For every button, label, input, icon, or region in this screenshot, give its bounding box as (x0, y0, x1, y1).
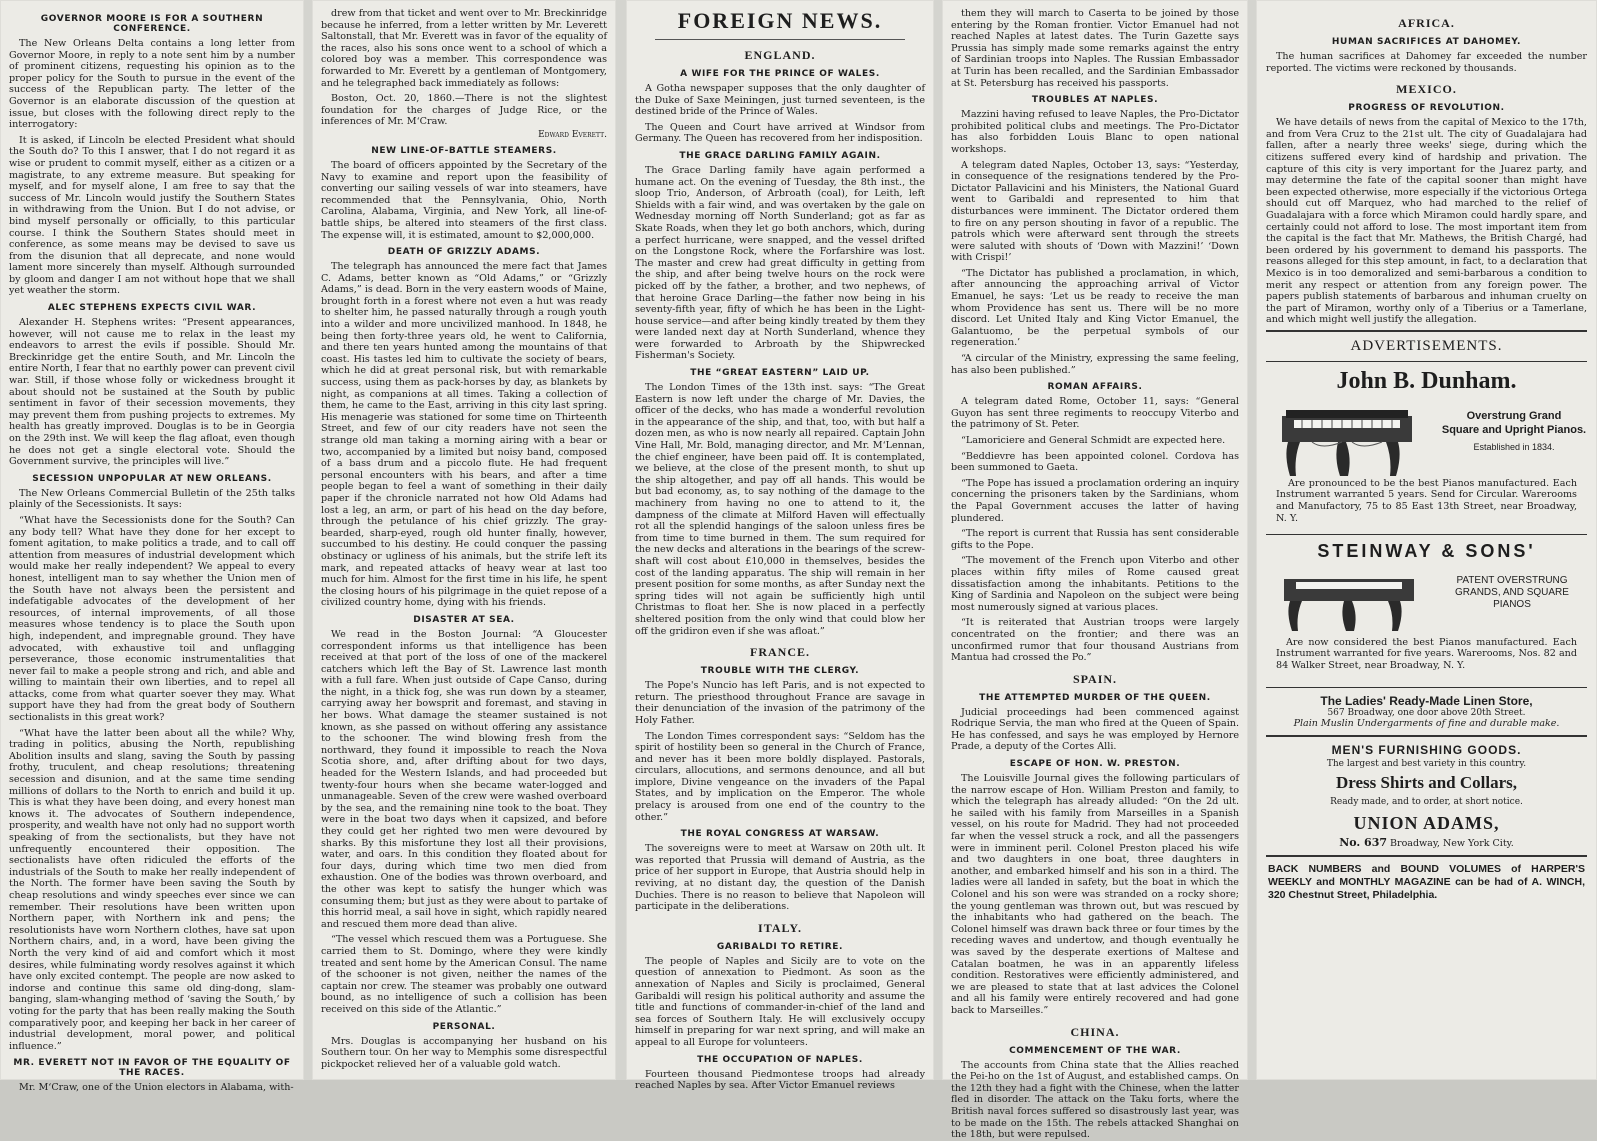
ad-linen-address: 567 Broadway, one door above 20th Street. (1327, 707, 1526, 718)
ad-steinway (1266, 534, 1587, 687)
paragraph: The London Times of the 13th inst. says: “The Great Eastern is now left under the charge of Mr. Davies, the officer of the decks, who has made a wonderful revolution in the appearance of the ship, and that, too, with but half a dozen men, as who is now nearly all repaired. Captain John Vine Hall, Mr. Bold, managing director, and Mr. M‘Lennan, the chief engineer, have been paid off. It is contemplated, we believe, at the close of the present month, to shut up the ship altogether, and pay off all hands. This would be but bad economy, as, to say nothing of the damage to the machinery from having no one to attend to it, the dampness of the climate at Milford Haven will effectually rot all the splendid hangings of the saloon unless fires be from time to time burned in them. The sum required for the new decks and alterations in the bearings of the screw-shaft will cost about £10,000 in themselves, besides the cost of the landing apparatus. The ship will remain in her present position for some months, as after Sunday next the spring tides will not again be sufficiently high until Christmas to float her. She is now placed in a perfectly sheltered position from the only wind that could blow her off the gridiron even if she was afloat.” (635, 382, 925, 637)
paragraph: The Grace Darling family have again performed a humane act. On the evening of Tuesday, the 8th inst., the sloop Trio, Anderson, of Arbroath (coal), for Leith, left Shields with a fair wind, and was overtaken by the gale on Wednesday morning off North Sunderland; got as far as Skate Roads, when they let go both anchors, which, during a perfect hurricane, were snapped, and the vessel drifted on the Longstone Rock, where the Forfarshire was lost. The master and crew had great difficulty in getting from the ship, and after being twelve hours on the rock were picked off by the father, a brother, and two nephews, of that heroine Grace Darling—the father now being in his seventy-fifth year, fifty of which he has been in the Light-house service—and after being kindly treated by them they were landed next day at North Sunderland, whence they were forwarded to Arbroath by the Shipwrecked Fisherman's Society. (635, 164, 925, 362)
headline-trouble-clergy: TROUBLE WITH THE CLERGY. (700, 666, 860, 677)
paragraph: The Queen and Court have arrived at Windsor from Germany. The Queen has recovered from her indisposition. (635, 121, 925, 145)
paragraph: We read in the Boston Journal: “A Gloucester correspondent informs us that intelligence has been received at that port of the loss of one of the mackerel catchers which left the Bay of St. Lawrence last month with a full fare. When just outside of Cape Canso, during the night, in a thick fog, she was run down by a steamer, carrying away her bowsprit and foremast, and staving in her bows. What damage the steamer sustained is not known, as she passed on without offering any assistance to the schooner. The wind blowing fresh from the northward, they found it impossible to reach the Nova Scotia shore, and, after drifting about for two days, headed for the Western Islands, and had proceeded but twenty-four hours when she became water-logged and unmanageable. Seven of the crew were washed overboard by the sea, and the remaining nine took to the boat. They were in the boat two days when it capsized, and before they could get her righted two men were devoured by sharks. By this misfortune they lost all their provisions, water, and oars. In this condition they floated about for four days, during which time two men died from exhaustion. One of the bodies was thrown overboard, and the other was kept to satisfy the hunger which was consuming them; but just as they were about to partake of this horrid meal, a sail hove in sight, which rapidly neared and rescued them more dead than alive. (321, 628, 607, 930)
headline-wife-prince-wales: A WIFE FOR THE PRINCE OF WALES. (680, 69, 880, 79)
paragraph: The accounts from China state that the Allies reached the Pei-ho on the 1st of August, and established camps. On the 12th they had a fight with the Chinese, when the latter fled in disorder. The attack on the Taku forts, where the British naval forces suffered so disastrously last year, was to be made on the 15th. The rebels attacked Shanghai on the 18th, but were repulsed. (951, 1059, 1239, 1141)
paragraph: “The Pope has issued a proclamation ordering an inquiry concerning the prisoners taken by the Sardinians, whom the Papal Government accuses the latter of having plundered. (951, 477, 1239, 524)
country-heading-mexico: MEXICO. (1396, 82, 1457, 97)
advertisements-header: ADVERTISEMENTS. (1350, 337, 1503, 354)
ad-dunham-name: John B. Dunham. (1336, 367, 1517, 394)
column-5 (1256, 0, 1597, 1080)
ad-dunham (1266, 361, 1587, 534)
paragraph: Fourteen thousand Piedmontese troops had already reached Naples by sea. After Victor Emanuel reviews (635, 1068, 925, 1092)
paragraph: The sovereigns were to meet at Warsaw on 20th ult. It was reported that Prussia will demand of Austria, as the price of her support in Europe, that Austria should help in reviving, at no distant day, the question of the Danish Duchies. There is no reason to believe that Napoleon will participate in the deliberations. (635, 843, 925, 913)
paragraph: The New Orleans Delta contains a long letter from Governor Moore, in reply to a note sent him by a number of prominent citizens, requesting his opinion as to the proper policy for the South to pursue in the event of the success of the Republican party. The letter of the Governor is an elaborate discussion of the question at issue, but closes with the following direct reply to the interrogatory: (9, 38, 295, 131)
paragraph: We have details of news from the capital of Mexico to the 17th, and from Vera Cruz to the 21st ult. The city of Guadalajara had fallen, after a nearly three weeks' siege, during which the citizens suffered every kind of hardship and privation. The capture of this city is very important for the Juarez party, and may determine the fate of the capital sooner than might have been expected otherwise, more especially if the victorious Ortega should cut off Marquez, who had marched to the relief of Guadalajara with a force which Miramon could hardly spare, and certainly could not afford to lose. The most important item from the capital is the fact that Mr. Mathews, the British Chargé, had been ordered by his government to demand his passports. The reasons alleged for this step amount, in fact, to a declaration that Mexico is in too demoralized and semi-barbarous a condition to merit any respect or attention from any foreign power. The papers publish statements of barbarous and inhuman cruelty on the part of Miramon, worthy only of a Tiberius or a Tamerlane, and which might well justify the allegation. (1266, 117, 1587, 326)
ad-union-big: Dress Shirts and Collars, (1335, 772, 1518, 792)
headline-garibaldi: GARIBALDI TO RETIRE. (716, 941, 844, 952)
ad-steinway-name: STEINWAY & SONS' (1317, 540, 1536, 561)
headline-personal: PERSONAL. (432, 1021, 496, 1032)
headline-disaster-at-sea: DISASTER AT SEA. (413, 614, 515, 625)
paragraph: them they will march to Caserta to be joined by those entering by the Roman frontier. Victor Emanuel had not reached Naples at latest dates. The Turin Gazette says Prussia has simply made some remarks against the entry of Sardinian troops into Naples. The Russian Embassador at Turin has been recalled, and the Sardinian Embassador at St. Petersburg has received his passports. (951, 8, 1239, 89)
headline-royal-congress: THE ROYAL CONGRESS AT WARSAW. (680, 829, 880, 840)
ad-union-line2: Ready made, and to order, at short notice. (1330, 796, 1523, 807)
advertisements-section (1266, 330, 1587, 361)
paragraph: “A circular of the Ministry, expressing the same feeling, has also been published.” (951, 353, 1239, 376)
column-2 (312, 0, 616, 1080)
signature: Edward Everett. (538, 129, 607, 140)
paragraph: A telegram dated Rome, October 11, says: “General Guyon has sent three regiments to reoccupy Viterbo and the patrimony of St. Peter. (951, 396, 1239, 431)
country-heading-spain: SPAIN. (1072, 671, 1118, 686)
headline-troubles-naples: TROUBLES AT NAPLES. (1031, 95, 1159, 106)
paragraph: The London Times correspondent says: “Seldom has the spirit of hostility been so general in the Church of France, and never has it been more boldly displayed. Pastorals, circulars, allocutions, and sermons denounce, and all but implore, Divine vengeance on the invaders of the Papal States, and by implication on the Emperor. The whole prelacy is aroused from one end of the country to the other.” (635, 730, 925, 823)
divider (655, 39, 905, 40)
column-4 (942, 0, 1248, 1141)
paragraph: Mazzini having refused to leave Naples, the Pro-Dictator prohibited political clubs and meetings. The Pro-Dictator has also forbidden Louis Blanc to open national workshops. (951, 109, 1239, 155)
piano-illustration-icon (1274, 569, 1424, 635)
headline-progress-revolution: PROGRESS OF REVOLUTION. (1348, 103, 1505, 114)
headline-secession-unpopular: SECESSION UNPOPULAR AT NEW ORLEANS. (32, 473, 272, 484)
headline-line-of-battle-steamers: NEW LINE-OF-BATTLE STEAMERS. (371, 145, 557, 156)
paragraph: “The movement of the French upon Viterbo and other places within fifty miles of Rome caused great dissatisfaction among the inhabitants. Petitions to the King of Sardinia and Napoleon on the subject were being most numerously signed at various places. (951, 555, 1239, 613)
ad-union-title: MEN'S FURNISHING GOODS. (1331, 742, 1522, 757)
ad-back-numbers (1266, 855, 1587, 908)
headline-human-sacrifices: HUMAN SACRIFICES AT DAHOMEY. (1331, 37, 1522, 47)
paragraph: The New Orleans Commercial Bulletin of the 25th talks plainly of the Secessionists. It says: (9, 487, 295, 511)
paragraph: The telegraph has announced the mere fact that James C. Adams, better known as “Old Adams,” or “Grizzly Adams,” is dead. Born in the very eastern woods of Maine, brought forth in a forest where not even a hut was ready to shelter him, he passed naturally through a rough youth into a wilder and more uncivilized manhood. In 1848, he being then forty-three years old, he went to California, and there ten years hunted among the mountains of that coast. His tastes led him to cultivate the society of bears, which he did at great personal risk, but with remarkable success, using them as pack-horses by day, as blankets by night, as companions at all times. Taking a collection of them, he came to the East, arriving in this city last spring. His menagerie was stationed for some time on Thirteenth Street, and few of our city readers have not seen the strange old man taking a morning airing with a bear or two, accompanied by a limited but noisy band, composed of a bass drum and a piccolo flute. He had frequent personal encounters with his bears, and after a time people began to feel a want of something in their daily paper if the chronicle narrated not how Old Adams had lost a leg, an arm, or part of his head on the day before, through the petulance of his chief grizzly. The gray-bearded, sharp-eyed, rough old hunter finally, however, succumbed to his destiny. He could conquer the passing obstinacy or ugliness of his animals, but the strife left its mark, and repeated attacks of heavy wear at last too much for him. Almost for the first time in his life, he spent the closing hours of his pilgrimage in the quiet repose of a civilized country home, dying with his friends. (321, 261, 607, 609)
paragraph: “The report is current that Russia has sent considerable gifts to the Pope. (951, 528, 1239, 551)
paragraph: Judicial proceedings had been commenced against Rodrique Servia, the man who fired at the Queen of Spain. He has confessed, and says he was employed by Hernore Prade, a deputy of the Cortes Alli. (951, 706, 1239, 753)
ad-dunham-tag2: Square and Upright Pianos. (1441, 423, 1587, 436)
headline-escape-preston: ESCAPE OF HON. W. PRESTON. (1009, 759, 1181, 770)
paragraph: A telegram dated Naples, October 13, says: “Yesterday, in consequence of the resignations tendered by the Pro-Dictator Pallavicini and his Ministers, the National Guard went to Garibaldi and represented to him that disturbances were imminent. The Dictator ordered them to fire on any person shouting in favor of a republic. The patrols which were afterward sent through the streets were saluted with shouts of ‘Down with Mazzini!’ ‘Down with Crispi!’ (951, 159, 1239, 264)
paragraph: “Beddievre has been appointed colonel. Cordova has been summoned to Gaeta. (951, 450, 1239, 474)
headline-everett: MR. EVERETT NOT IN FAVOR OF THE EQUALITY OF THE RACES. (13, 1058, 291, 1079)
paragraph: The board of officers appointed by the Secretary of the Navy to examine and report upon the feasibility of converting our sailing vessels of war into steamers, have recommended that the Pennsylvania, Ohio, North Carolina, Alabama, Virginia, and New York, all line-of-battle ships, be altered into steamers of the first class. The expense will, it is estimated, amount to $2,000,000. (321, 159, 607, 241)
headline-attempted-murder: THE ATTEMPTED MURDER OF THE QUEEN. (979, 692, 1211, 703)
ad-steinway-body: Are now considered the best Pianos manufactured. Each Instrument warranted for five years. Warerooms, Nos. 82 and 84 Walker Street, near Broadway, N. Y. (1276, 636, 1577, 672)
headline-occupation-naples: THE OCCUPATION OF NAPLES. (697, 1054, 863, 1065)
ad-back-numbers-text: BACK NUMBERS and BOUND VOLUMES of HARPER'S WEEKLY and MONTHLY MAGAZINE can be had of A. WINCH, 320 Chestnut Street, Philadelphia. (1268, 862, 1585, 901)
headline-grizzly-adams: DEATH OF GRIZZLY ADAMS. (387, 247, 541, 258)
country-heading-italy: ITALY. (758, 920, 802, 935)
headline-grace-darling: THE GRACE DARLING FAMILY AGAIN. (679, 150, 881, 161)
headline-great-eastern: THE “GREAT EASTERN” LAID UP. (690, 368, 870, 379)
paragraph: A Gotha newspaper supposes that the only daughter of the Duke of Saxe Meiningen, just turned seventeen, is the destined bride of the Prince of Wales. (635, 83, 925, 118)
foreign-news-masthead: FOREIGN NEWS. (677, 8, 883, 33)
ad-steinway-tag: PATENT OVERSTRUNG GRANDS, AND SQUARE PIANOS (1455, 574, 1569, 610)
paragraph: “Lamoriciere and General Schmidt are expected here. (961, 435, 1226, 446)
ad-union-name: UNION ADAMS, (1353, 812, 1500, 833)
headline-roman-affairs: ROMAN AFFAIRS. (1047, 382, 1143, 393)
ad-union-line1: The largest and best variety in this country. (1326, 758, 1527, 769)
headline-alec-stephens: ALEC STEPHENS EXPECTS CIVIL WAR. (47, 303, 257, 314)
headline-commencement-war: COMMENCEMENT OF THE WAR. (1009, 1045, 1181, 1056)
column-3 (626, 0, 934, 1092)
paragraph: “What have the latter been about all the while? Why, trading in politics, abusing the North, republishing Abolition insults and slang, saving the South by passing frothy, truculent, and cheap resolutions; threatening secession and disunion, and at the same time sending millions of dollars to the North to enrich and build it up. This is what they have been doing, and every honest man knows it. The advocates of Southern independence, prosperity, and wealth have not only had no support worth speaking of from the sectionalists, but they have not unfrequently encountered their opposition. The sectionalists have often ridiculed the efforts of the industrials of the South to make her really independent of the North. The former have been saving the South by cheap resolutions and windy speeches ever since we can remember. Their resolutions have been written upon Northern paper, with Northern ink and pens; the resolutionists have worn Northern clothes, have sat upon Northern chairs, and, in a word, have been giving the North the very kind of aid and comfort which it most desires, while fulminating wordy resolves against it which have only excited contempt. The people are now asked to indorse and continue this same old ding-dong, slam-banging, slam-whanging method of ‘saving the South,’ by voting for the party that has been really making the South comparatively poor, and keeping her back in her career of industrial development, moral power, and political influence.” (9, 727, 295, 1052)
ad-dunham-tag1: Overstrung Grand (1466, 409, 1562, 422)
ad-linen-store (1266, 687, 1587, 735)
paragraph: Mrs. Douglas is accompanying her husband on his Southern tour. On her way to Memphis some disrespectful pickpocket relieved her of a valuable gold watch. (321, 1035, 607, 1070)
paragraph: Mr. M‘Craw, one of the Union electors in Alabama, with- (19, 1082, 294, 1094)
paragraph: The Louisville Journal gives the following particulars of the narrow escape of Hon. William Preston and family, to which the telegraph has already alluded: “On the 2d ult. he sailed with his family from Marseilles in a Spanish vessel, on his route for Madrid. They had not proceeded far when the vessel struck a rock, and all the passengers were in imminent peril. Colonel Preston placed his wife and two daughters in one boat, three daughters in another, and embarked himself and his son in a third. The ladies were all landed in safety, but the boat in which the Colonel and his son were was stranded on a rocky shore; the young gentleman was thrown out, but was rescued by the inhabitants who had gathered on the beach. The Colonel himself was drawn back three or four times by the receding waves and undertow, and though eventually he was saved by the desperate exertions of Maltese and Catalan boatmen, he was in an apparently lifeless condition. Restoratives were efficiently administered, and we are pleased to state that at last advices the Colonel and all his family were entirely recovered and had gone back to Marseilles.” (951, 773, 1239, 1016)
ad-dunham-established: Established in 1834. (1473, 441, 1555, 452)
ad-dunham-body: Are pronounced to be the best Pianos manufactured. Each Instrument warranted 5 years. Send for Circular. Warerooms and Manufactory, 75 to 85 East 13th Street, near Broadway, N. Y. (1276, 477, 1577, 524)
country-heading-england: ENGLAND. (744, 48, 816, 62)
paragraph: drew from that ticket and went over to Mr. Breckinridge because he inferred, from a letter written by Mr. Leverett Saltonstall, that Mr. Everett was in favor of the equality of the races, also his sons once went to a school of which a colored boy was a member. This correspondence was forwarded to Mr. Everett by a gentleman of Montgomery, and he telegraphed back immediately as follows: (321, 8, 607, 89)
country-heading-france: FRANCE. (750, 645, 810, 660)
column-1 (0, 0, 304, 1094)
paragraph: It is asked, if Lincoln be elected President what should the South do? To this I answer, that I do not regard it as wise or prudent to commit myself, either as a citizen or a magistrate, to any extreme measure. But speaking for myself, and for myself alone, I am free to say that the success of Mr. Lincoln would justify the Southern States in withdrawing from the Union. But I do not advise, or bind myself personally or officially, to this particular course. I think the Southern States should meet in conference, as some means may be devised to save us from the disunion that all deprecate, and none would lament more sincerely than myself. Although surrounded by gloom and danger I am not without hope that we shall yet weather the storm. (9, 134, 295, 297)
country-heading-china: CHINA. (1070, 1024, 1120, 1039)
paragraph: Boston, Oct. 20, 1860.—There is not the slightest foundation for the charges of Judge Rice, or the inferences of Mr. M‘Craw. (321, 93, 607, 128)
ad-union-address-line (1268, 836, 1585, 849)
paragraph: “It is reiterated that Austrian troops were largely concentrated on the frontier; and there was an unconfirmed rumor that four thousand Austrians from Mantua had crossed the Po.” (951, 617, 1239, 664)
paragraph: Alexander H. Stephens writes: “Present appearances, however, will not cause me to relax in the least my endeavors to arrest the evils if possible. Should Mr. Breckinridge get the entire South, and Mr. Lincoln the entire North, I fear that no earthly power can prevent civil war. Still, if those whose folly or wickedness brought it about should not be sustained at the South by public sentiment in favor of their secession movements, they may prevent them from pushing projects to extremes. My health has greatly improved. Douglas is to be in Georgia on the 29th inst. We will keep the flag afloat, even though he does not get a single electoral vote. Should the Government survive, the principles will live.” (9, 317, 295, 468)
piano-illustration-icon (1272, 402, 1422, 480)
paragraph: “The vessel which rescued them was a Portuguese. She carried them to St. Domingo, where they were kindly treated and sent home by the American Consul. The name of the schooner is not given, neither the names of the captain nor crew. The steamer was probably one outward bound, as no intelligence of such a collision has been received on this side of the Atlantic.” (321, 934, 607, 1015)
country-heading-africa: AFRICA. (1398, 16, 1455, 30)
paragraph: “The Dictator has published a proclamation, in which, after announcing the approaching arrival of Victor Emanuel, he says: ‘Let us be ready to receive the man whom Providence has sent us. There will be no more discord. Let United Italy and King Victor Emanuel, the Galantuomo, be the perpetual symbols of our regeneration.’ (951, 267, 1239, 349)
headline-governor-moore: GOVERNOR MOORE IS FOR A SOUTHERN CONFERENCE. (40, 14, 264, 34)
ad-linen-name: The Ladies' Ready-Made Linen Store, (1320, 693, 1533, 708)
ad-union-adams (1266, 735, 1587, 855)
paragraph: The people of Naples and Sicily are to vote on the question of annexation to Piedmont. As soon as the annexation of Naples and Sicily is proclaimed, General Garibaldi will resign his political authority and assume the title and functions of commander-in-chief of the land and sea forces of Southern Italy. He will exclusively occupy himself in preparing for war next spring, and will make an appeal to all Europe for volunteers. (635, 955, 925, 1048)
paragraph: The human sacrifices at Dahomey far exceeded the number reported. The victims were reckoned by thousands. (1266, 51, 1587, 74)
ad-linen-tagline: Plain Muslin Undergarments of fine and durable make. (1293, 717, 1560, 729)
ad-union-address-number: No. 637 (1339, 835, 1388, 849)
ad-union-address: Broadway, New York City. (1390, 837, 1514, 849)
paragraph: “What have the Secessionists done for the South? Can any body tell? What have they done for her except to foment agitation, to make politics a trade, and to call off attention from measures of industrial development which would make her really independent? We appeal to every honest, intelligent man to say whether the Union men of the South have not always been the persistent and indefatigable advocates of the development of her resources, of internal improvements, of all those measures whose tendency is to place the South upon high, independent, and impregnable ground. They have advocated, with exhaustive toil and unflagging perseverance, those economic instrumentalities that never fail to make a people strong and rich, and able and willing to maintain their own liberties, and to repel all attacks, come from what quarter soever they may. What support have they had from the great body of Southern sectionalists in this great work? (9, 514, 295, 724)
paragraph: The Pope's Nuncio has left Paris, and is not expected to return. The priesthood throughout France are savage in their denunciation of the invasion of the patrimony of the Holy Father. (635, 680, 925, 726)
